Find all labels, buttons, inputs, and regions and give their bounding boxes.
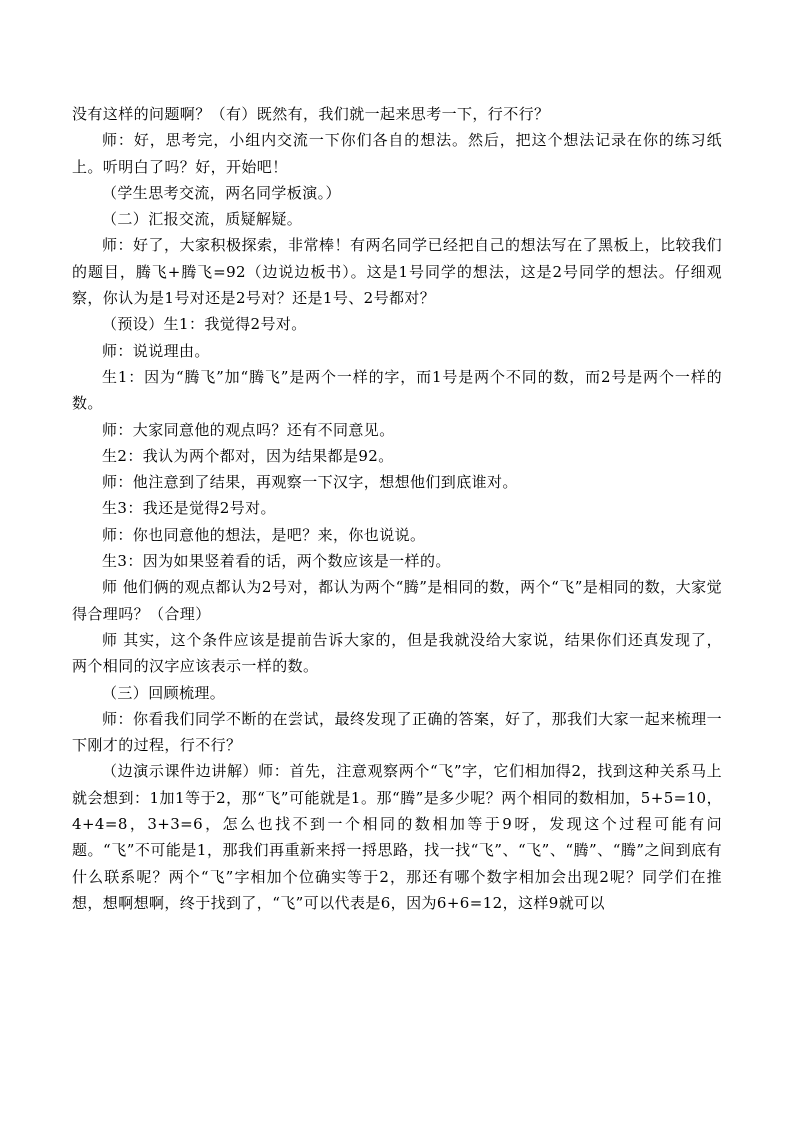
paragraph-16: 师 其实，这个条件应该是提前告诉大家的，但是我就没给大家说，结果你们还真发现了，两个相同的汉字应该表示一样的数。 bbox=[72, 630, 722, 676]
paragraph-5: 师：好了，大家积极探索，非常棒！有两名同学已经把自己的想法写在了黑板上，比较我们的题目，腾飞+腾飞=92（边说边板书）。这是1号同学的想法，这是2号同学的想法。仔细观察，你认为是1号对还是2号对？还是1号、2号都对？ bbox=[72, 236, 722, 308]
paragraph-3: （学生思考交流，两名同学板演。） bbox=[102, 183, 341, 202]
paragraph-15: 师 他们俩的观点都认为2号对，都认为两个“腾”是相同的数，两个“飞”是相同的数，大家觉得合理吗？（合理） bbox=[72, 578, 722, 623]
paragraph-2: 师：好，思考完，小组内交流一下你们各自的想法。然后，把这个想法记录在你的练习纸上。听明白了吗？好，开始吧！ bbox=[72, 131, 722, 176]
paragraph-12: 生3：我还是觉得2号对。 bbox=[102, 499, 276, 518]
section-heading-2: （二）汇报交流，质疑解疑。 bbox=[102, 210, 303, 229]
paragraph-8: 生1：因为“腾飞”加“腾飞”是两个一样的字，而1号是两个不同的数，而2号是两个一样的数。 bbox=[72, 367, 722, 413]
paragraph-9: 师：大家同意他的观点吗？还有不同意见。 bbox=[102, 420, 395, 439]
paragraph-11: 师：他注意到了结果，再观察一下汉字，想想他们到底谁对。 bbox=[102, 473, 518, 492]
paragraph-18: 师：你看我们同学不断的在尝试，最终发现了正确的答案，好了，那我们大家一起来梳理一下刚才的过程，行不行？ bbox=[72, 709, 722, 755]
paragraph-7: 师：说说理由。 bbox=[102, 341, 210, 360]
paragraph-19: （边演示课件边讲解）师：首先，注意观察两个“飞”字，它们相加得2，找到这种关系马上就会想到：1加1等于2，那“飞”可能就是1。那“腾”是多少呢？两个相同的数相加，5+5=10，4+4=8，3+3=6，怎么也找不到一个相同的数相加等于9呀，发现这个过程可能有问题。“飞”不可能是1，那我们再重新来捋一捋思路，找一找“飞”、“飞”、“腾”、“腾”之间到底有什么联系呢？两个“飞”字相加个位确实等于2，那还有哪个数字相加会出现2呢？同学们在推想，想啊想啊，终于找到了，“飞”可以代表是6，因为6+6=12，这样9就可以 bbox=[72, 762, 722, 912]
paragraph-1: 没有这样的问题啊？（有）既然有，我们就一起来思考一下，行不行？ bbox=[72, 105, 550, 123]
paragraph-10: 生2：我认为两个都对，因为结果都是92。 bbox=[102, 446, 394, 465]
paragraph-6: （预设）生1：我觉得2号对。 bbox=[102, 315, 307, 334]
document-body bbox=[72, 101, 722, 916]
paragraph-14: 生3：因为如果竖着看的话，两个数应该是一样的。 bbox=[102, 552, 451, 571]
section-heading-3: （三）回顾梳理。 bbox=[102, 683, 226, 702]
paragraph-13: 师：你也同意他的想法，是吧？来，你也说说。 bbox=[102, 525, 426, 544]
